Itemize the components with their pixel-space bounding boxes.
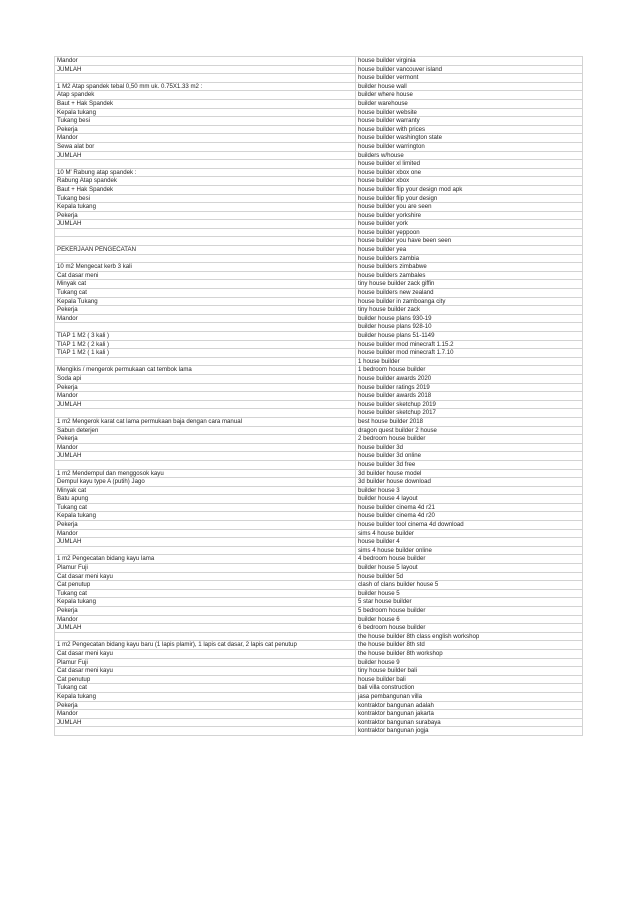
keyword-cell: house builders zimbabwe	[356, 263, 583, 272]
table-row	[55, 417, 583, 426]
keyword-cell: builder house plans 928-10	[356, 323, 583, 332]
keyword-cell: clash of clans builder house 5	[356, 581, 583, 590]
table-row	[55, 134, 583, 143]
keyword-cell: house builder virginia	[356, 57, 583, 66]
item-description-cell	[55, 254, 356, 263]
item-description-cell: Kepala tukang	[55, 203, 356, 212]
keyword-cell: kontraktor bangunan jakarta	[356, 710, 583, 719]
keyword-cell: house builder cinema 4d r20	[356, 512, 583, 521]
keyword-cell: the house builder 8th std	[356, 641, 583, 650]
item-description-cell	[55, 237, 356, 246]
table-row	[55, 409, 583, 418]
keyword-cell: the house builder 8th workshop	[356, 649, 583, 658]
table-row	[55, 469, 583, 478]
item-description-cell: Mandor	[55, 443, 356, 452]
item-description-cell: Kepala tukang	[55, 598, 356, 607]
table-row	[55, 374, 583, 383]
table-row	[55, 57, 583, 66]
table-row	[55, 581, 583, 590]
item-description-cell: TIAP 1 M2 ( 1 kali )	[55, 349, 356, 358]
keyword-cell: 6 bedroom house builder	[356, 624, 583, 633]
item-description-cell	[55, 323, 356, 332]
item-description-cell: Baut + Hak Spandek	[55, 185, 356, 194]
keyword-cell: sims 4 house builder	[356, 529, 583, 538]
item-description-cell: TIAP 1 M2 ( 3 kali )	[55, 332, 356, 341]
item-description-cell: Cat dasar meni kayu	[55, 572, 356, 581]
table-row	[55, 443, 583, 452]
keyword-cell: house builder yeppoon	[356, 228, 583, 237]
table-row	[55, 185, 583, 194]
item-description-cell: Plamur Fuji	[55, 564, 356, 573]
table-row	[55, 684, 583, 693]
item-description-cell: JUMLAH	[55, 624, 356, 633]
table-row	[55, 727, 583, 736]
item-description-cell: JUMLAH	[55, 538, 356, 547]
item-description-cell: 10 M' Rabung atap spandek :	[55, 168, 356, 177]
table-row	[55, 486, 583, 495]
table-row	[55, 392, 583, 401]
keyword-cell: 1 house builder	[356, 357, 583, 366]
keyword-cell: house builders zambales	[356, 271, 583, 280]
table-row	[55, 435, 583, 444]
table-row	[55, 340, 583, 349]
item-description-cell: 10 m2 Mengecat kerb 3 kali	[55, 263, 356, 272]
item-description-cell: Pekerja	[55, 435, 356, 444]
table-row	[55, 503, 583, 512]
table-row	[55, 495, 583, 504]
item-description-cell	[55, 74, 356, 83]
item-description-cell: Baut + Hak Spandek	[55, 99, 356, 108]
keyword-cell: house builder cinema 4d r21	[356, 503, 583, 512]
table-row	[55, 624, 583, 633]
table-row	[55, 211, 583, 220]
keyword-cell: dragon quest builder 2 house	[356, 426, 583, 435]
table-row	[55, 426, 583, 435]
table-row	[55, 108, 583, 117]
keyword-cell: builder house plans 930-19	[356, 314, 583, 323]
table-row	[55, 271, 583, 280]
item-description-cell	[55, 409, 356, 418]
item-description-cell: Kepala tukang	[55, 108, 356, 117]
table-row	[55, 675, 583, 684]
item-description-cell: 1 M2 Atap spandek tebal 0,50 mm uk. 0.75X1.33 m2 :	[55, 82, 356, 91]
item-description-cell: Pekerja	[55, 125, 356, 134]
table-row	[55, 297, 583, 306]
table-row	[55, 117, 583, 126]
keyword-cell: builder house 6	[356, 615, 583, 624]
item-description-cell	[55, 632, 356, 641]
item-description-cell	[55, 546, 356, 555]
keyword-cell: house builder 3d	[356, 443, 583, 452]
table-row	[55, 452, 583, 461]
keyword-cell: house builder washington state	[356, 134, 583, 143]
table-row	[55, 254, 583, 263]
table-row	[55, 649, 583, 658]
item-description-cell: JUMLAH	[55, 400, 356, 409]
item-description-cell: Mandor	[55, 392, 356, 401]
table-row	[55, 607, 583, 616]
item-description-cell: Tukang besi	[55, 194, 356, 203]
table-row	[55, 667, 583, 676]
item-description-cell: Dempul kayu type A (putih) Jago	[55, 478, 356, 487]
item-description-cell: JUMLAH	[55, 220, 356, 229]
item-description-cell: Kepala tukang	[55, 512, 356, 521]
table-row	[55, 366, 583, 375]
item-description-cell: Atap spandek	[55, 91, 356, 100]
table-row	[55, 160, 583, 169]
item-description-cell: Tukang cat	[55, 589, 356, 598]
keyword-cell: house builder yorkshire	[356, 211, 583, 220]
item-description-cell: Cat penutup	[55, 675, 356, 684]
item-description-cell: Mengikis / mengerok permukaan cat tembok lama	[55, 366, 356, 375]
keyword-cell: house builder warranty	[356, 117, 583, 126]
keyword-cell: house builder flip your design	[356, 194, 583, 203]
item-description-cell: Sewa alat bor	[55, 142, 356, 151]
item-description-cell: JUMLAH	[55, 452, 356, 461]
item-description-cell: Cat dasar meni kayu	[55, 649, 356, 658]
table-row	[55, 99, 583, 108]
item-description-cell: Mandor	[55, 314, 356, 323]
table-row	[55, 546, 583, 555]
keyword-cell: house builder warrington	[356, 142, 583, 151]
keyword-cell: tiny house builder zack giffin	[356, 280, 583, 289]
table-row	[55, 598, 583, 607]
keyword-cell: builder where house	[356, 91, 583, 100]
keyword-cell: 4 bedroom house builder	[356, 555, 583, 564]
item-description-cell	[55, 460, 356, 469]
item-description-cell: Minyak cat	[55, 280, 356, 289]
keyword-cell: builders w/house	[356, 151, 583, 160]
item-description-cell: 1 m2 Mengerok karat cat lama permukaan baja dengan cara manual	[55, 417, 356, 426]
table-row	[55, 521, 583, 530]
item-description-cell: Cat dasar meni kayu	[55, 667, 356, 676]
keyword-cell: house builders zambia	[356, 254, 583, 263]
keyword-cell: tiny house builder bali	[356, 667, 583, 676]
keyword-cell: house builder yea	[356, 246, 583, 255]
item-description-cell: Cat dasar meni	[55, 271, 356, 280]
keyword-cell: 2 bedroom house builder	[356, 435, 583, 444]
keyword-cell: builder house 5 layout	[356, 564, 583, 573]
keyword-cell: house builder 4	[356, 538, 583, 547]
keyword-cell: house builder with prices	[356, 125, 583, 134]
item-description-cell	[55, 727, 356, 736]
keyword-cell: bali villa construction	[356, 684, 583, 693]
keyword-cell: 5 star house builder	[356, 598, 583, 607]
keyword-cell: house builder tool cinema 4d download	[356, 521, 583, 530]
item-description-cell: Mandor	[55, 710, 356, 719]
item-description-cell: 1 m2 Mendempul dan menggosok kayu	[55, 469, 356, 478]
item-description-cell: Pekerja	[55, 701, 356, 710]
item-description-cell: Tukang besi	[55, 117, 356, 126]
keyword-cell: builder house plans 51-1149	[356, 332, 583, 341]
item-description-cell: Pekerja	[55, 383, 356, 392]
item-description-cell: Pekerja	[55, 211, 356, 220]
item-description-cell: TIAP 1 M2 ( 2 kali )	[55, 340, 356, 349]
keyword-cell: 5 bedroom house builder	[356, 607, 583, 616]
table-row	[55, 349, 583, 358]
table-row	[55, 564, 583, 573]
item-description-cell: Tukang cat	[55, 289, 356, 298]
item-description-cell: Tukang cat	[55, 503, 356, 512]
keyword-cell: builder house 3	[356, 486, 583, 495]
table-row	[55, 400, 583, 409]
keyword-cell: builder house wall	[356, 82, 583, 91]
item-description-cell: Pekerja	[55, 306, 356, 315]
item-description-cell: Mandor	[55, 57, 356, 66]
keyword-cell: jasa pembangunan villa	[356, 692, 583, 701]
table-row	[55, 512, 583, 521]
table-row	[55, 246, 583, 255]
keyword-cell: house builder 5d	[356, 572, 583, 581]
table-row	[55, 65, 583, 74]
keyword-cell: tiny house builder zack	[356, 306, 583, 315]
table-row	[55, 555, 583, 564]
table-row	[55, 237, 583, 246]
table-row	[55, 142, 583, 151]
table-row	[55, 589, 583, 598]
keyword-cell: kontraktor bangunan surabaya	[356, 718, 583, 727]
keyword-cell: house builder mod minecraft 1.15.2	[356, 340, 583, 349]
item-description-cell: Kepala tukang	[55, 692, 356, 701]
keyword-cell: house builder flip your design mod apk	[356, 185, 583, 194]
keyword-cell: best house builder 2018	[356, 417, 583, 426]
item-description-cell: JUMLAH	[55, 151, 356, 160]
keyword-cell: house builder awards 2018	[356, 392, 583, 401]
item-description-cell: Mandor	[55, 529, 356, 538]
table-row	[55, 263, 583, 272]
table-row	[55, 82, 583, 91]
table-row	[55, 632, 583, 641]
table-row	[55, 280, 583, 289]
item-description-cell: Batu apung	[55, 495, 356, 504]
table-row	[55, 151, 583, 160]
keyword-cell: 3d builder house model	[356, 469, 583, 478]
keyword-cell: house builder ratings 2019	[356, 383, 583, 392]
table-row	[55, 194, 583, 203]
item-description-cell: Mandor	[55, 134, 356, 143]
table-row	[55, 91, 583, 100]
keyword-cell: house builder york	[356, 220, 583, 229]
table-row	[55, 177, 583, 186]
table-row	[55, 168, 583, 177]
keyword-cell: house builder vancouver island	[356, 65, 583, 74]
table-row	[55, 383, 583, 392]
item-description-cell: Rabung Atap spandek	[55, 177, 356, 186]
keyword-cell: sims 4 house builder online	[356, 546, 583, 555]
table-row	[55, 228, 583, 237]
keyword-cell: builder house 5	[356, 589, 583, 598]
item-description-cell: Soda api	[55, 374, 356, 383]
table-row	[55, 74, 583, 83]
table-row	[55, 323, 583, 332]
keyword-cell: house builder xbox	[356, 177, 583, 186]
keyword-cell: house builder mod minecraft 1.7.10	[356, 349, 583, 358]
table-row	[55, 289, 583, 298]
item-description-cell: Pekerja	[55, 521, 356, 530]
table-row	[55, 460, 583, 469]
keyword-cell: house builder vermont	[356, 74, 583, 83]
keyword-cell: house builder website	[356, 108, 583, 117]
table-row	[55, 718, 583, 727]
table-row	[55, 203, 583, 212]
item-description-cell: JUMLAH	[55, 65, 356, 74]
item-description-cell: Cat penutup	[55, 581, 356, 590]
keyword-cell: builder house 9	[356, 658, 583, 667]
keyword-cell: builder warehouse	[356, 99, 583, 108]
spreadsheet-body	[55, 57, 583, 736]
item-description-cell	[55, 160, 356, 169]
keyword-cell: house builder in zamboanga city	[356, 297, 583, 306]
table-row	[55, 125, 583, 134]
table-row	[55, 692, 583, 701]
table-row	[55, 314, 583, 323]
keyword-cell: kontraktor bangunan adalah	[356, 701, 583, 710]
keyword-cell: house builders new zealand	[356, 289, 583, 298]
item-description-cell: PEKERJAAN PENGECATAN	[55, 246, 356, 255]
table-row	[55, 220, 583, 229]
item-description-cell	[55, 357, 356, 366]
table-row	[55, 478, 583, 487]
table-row	[55, 658, 583, 667]
item-description-cell: Sabun deterjen	[55, 426, 356, 435]
table-row	[55, 529, 583, 538]
table-row	[55, 641, 583, 650]
table-row	[55, 357, 583, 366]
keyword-cell: house builder 3d online	[356, 452, 583, 461]
item-description-cell: Kepala Tukang	[55, 297, 356, 306]
item-description-cell: 1 m2 Pengecatan bidang kayu lama	[55, 555, 356, 564]
table-row	[55, 306, 583, 315]
item-description-cell: 1 m2 Pengecatan bidang kayu baru (1 lapis plamir), 1 lapis cat dasar, 2 lapis cat penutup	[55, 641, 356, 650]
item-description-cell: Pekerja	[55, 607, 356, 616]
table-row	[55, 538, 583, 547]
keyword-cell: house builder sketchup 2019	[356, 400, 583, 409]
table-row	[55, 710, 583, 719]
keyword-cell: house builder xl limited	[356, 160, 583, 169]
item-description-cell: Plamur Fuji	[55, 658, 356, 667]
item-description-cell: Tukang cat	[55, 684, 356, 693]
keyword-cell: kontraktor bangunan jogja	[356, 727, 583, 736]
keyword-cell: house builder awards 2020	[356, 374, 583, 383]
keyword-cell: house builder sketchup 2017	[356, 409, 583, 418]
item-description-cell: JUMLAH	[55, 718, 356, 727]
item-description-cell: Minyak cat	[55, 486, 356, 495]
table-row	[55, 332, 583, 341]
keyword-cell: house builder xbox one	[356, 168, 583, 177]
keyword-cell: the house builder 8th class english workshop	[356, 632, 583, 641]
keyword-cell: builder house 4 layout	[356, 495, 583, 504]
table-row	[55, 572, 583, 581]
keyword-cell: 3d builder house download	[356, 478, 583, 487]
item-description-cell: Mandor	[55, 615, 356, 624]
keyword-cell: house builder bali	[356, 675, 583, 684]
keyword-cell: house builder you are seen	[356, 203, 583, 212]
keyword-cell: 1 bedroom house builder	[356, 366, 583, 375]
item-description-cell	[55, 228, 356, 237]
keyword-cell: house builder you have been seen	[356, 237, 583, 246]
spreadsheet-table	[54, 56, 583, 736]
table-row	[55, 701, 583, 710]
keyword-cell: house builder 3d free	[356, 460, 583, 469]
table-row	[55, 615, 583, 624]
